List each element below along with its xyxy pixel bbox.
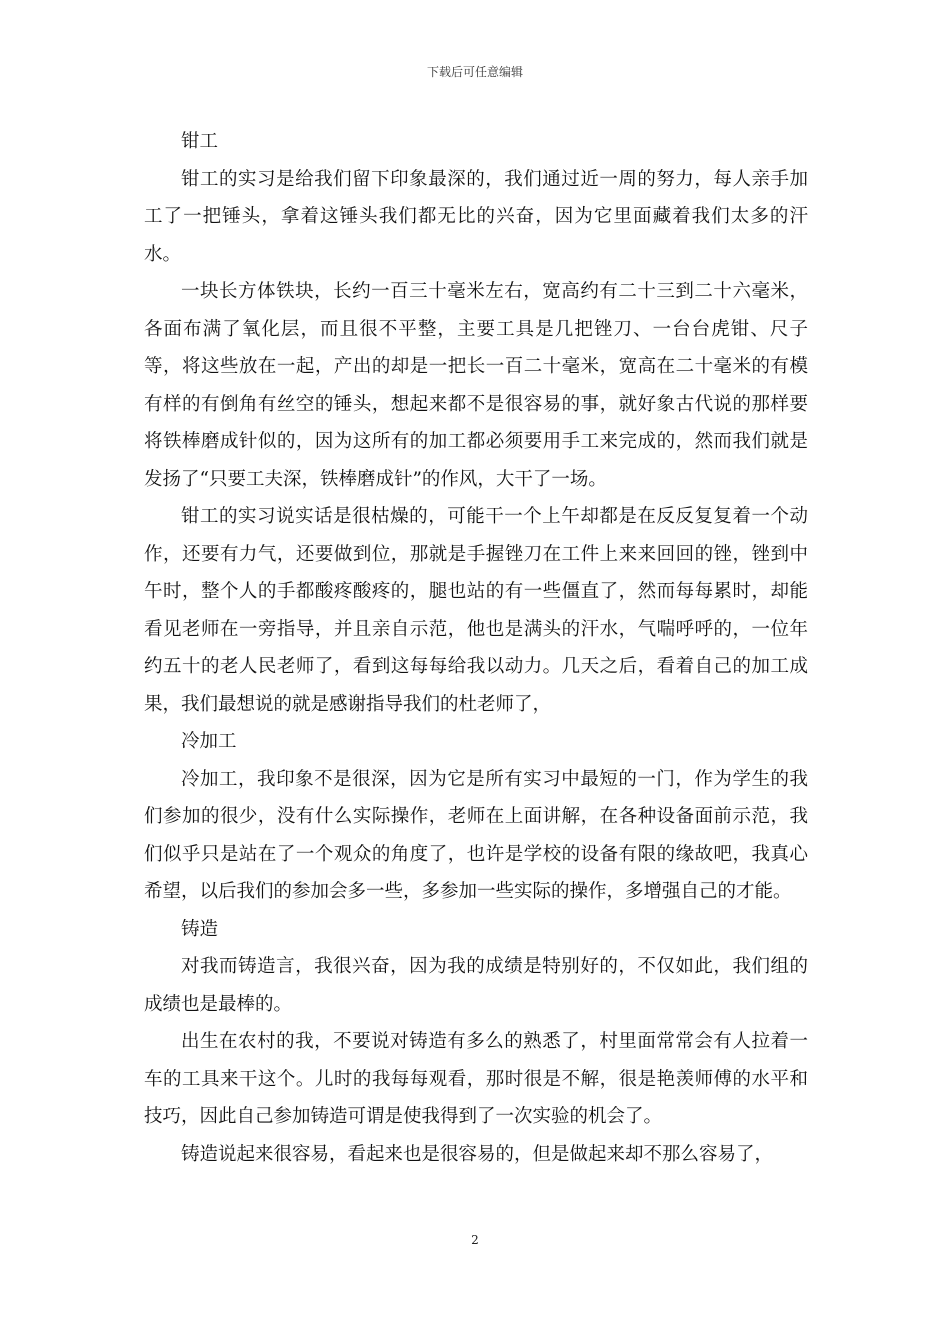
paragraph-fitter-process: 一块长方体铁块，长约一百三十毫米左右，宽高约有二十三到二十六毫米，各面布满了氧化层，而且很不平整，主要工具是几把锉刀、一台台虎钳、尺子等，将这些放在一起，产出的却是一把长一百二十毫米，宽高在二十毫米的有模有样的有倒角有丝空的锤头，想起来都不是很容易的事，就好象古代说的那样要将铁棒磨成针似的，因为这所有的加工都必须要用手工来完成的，然而我们就是发扬了“只要工夫深，铁棒磨成针”的作风，大干了一场。 xyxy=(144,281,808,490)
section-heading-casting: 铸造 xyxy=(181,918,219,940)
paragraph-casting-result: 对我而铸造言，我很兴奋，因为我的成绩是特别好的，不仅如此，我们组的成绩也是最棒的。 xyxy=(144,956,808,1015)
paragraph-casting-background: 出生在农村的我，不要说对铸造有多么的熟悉了，村里面常常会有人拉着一车的工具来干这个。儿时的我每每观看，那时很是不解，很是艳羡师傅的水平和技巧，因此自己参加铸造可谓是使我得到了一次实验的机会了。 xyxy=(144,1031,808,1127)
section-heading-cold-working: 冷加工 xyxy=(181,731,237,752)
document-body xyxy=(144,123,808,1173)
section-heading-fitter: 钳工 xyxy=(181,131,219,152)
page-header-note: 下载后可任意编辑 xyxy=(426,65,523,79)
paragraph-cold-working: 冷加工，我印象不是很深，因为它是所有实习中最短的一门，作为学生的我们参加的很少，没有什么实际操作，老师在上面讲解，在各种设备面前示范，我们似乎只是站在了一个观众的角度了，也许是学校的设备有限的缘故吧，我真心希望，以后我们的参加会多一些，多参加一些实际的操作，多增强自己的才能。 xyxy=(144,768,808,902)
paragraph-fitter-intro: 钳工的实习是给我们留下印象最深的，我们通过近一周的努力，每人亲手加工了一把锤头，拿着这锤头我们都无比的兴奋，因为它里面藏着我们太多的汗水。 xyxy=(144,168,808,265)
paragraph-casting-difficulty: 铸造说起来很容易，看起来也是很容易的，但是做起来却不那么容易了， xyxy=(181,1143,774,1165)
paragraph-fitter-experience: 钳工的实习说实话是很枯燥的，可能干一个上午却都是在反反复复着一个动作，还要有力气，还要做到位，那就是手握锉刀在工件上来来回回的锉，锉到中午时，整个人的手都酸疼酸疼的，腿也站的有一些僵直了，然而每每累时，却能看见老师在一旁指导，并且亲自示范，他也是满头的汗水，气喘呼呼的，一位年约五十的老人民老师了，看到这每每给我以动力。几天之后，看着自己的加工成果，我们最想说的就是感谢指导我们的杜老师了， xyxy=(144,506,808,715)
page-number: 2 xyxy=(471,1233,479,1247)
